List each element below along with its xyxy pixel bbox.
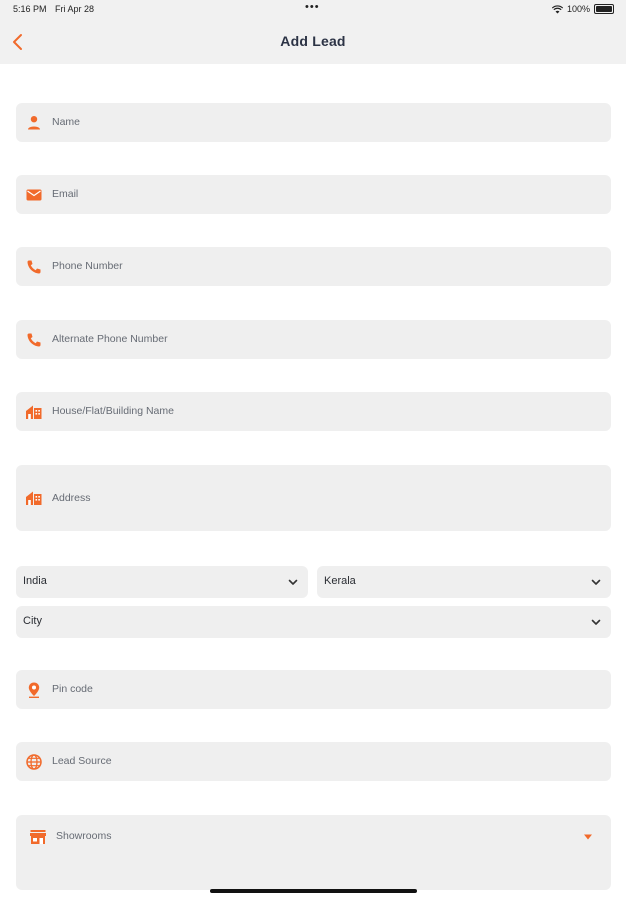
globe-icon — [25, 753, 43, 771]
city-value: City — [23, 615, 42, 627]
email-placeholder: Email — [52, 188, 79, 200]
state-value: Kerala — [324, 575, 356, 587]
alternate-phone-input[interactable] — [16, 320, 611, 359]
country-select[interactable] — [16, 566, 308, 598]
name-placeholder: Name — [52, 116, 81, 128]
pincode-placeholder: Pin code — [52, 683, 93, 695]
status-date: Fri Apr 28 — [55, 4, 95, 14]
battery-icon — [594, 4, 614, 14]
location-pin-icon — [25, 681, 43, 699]
showrooms-select[interactable] — [16, 815, 611, 890]
wifi-icon — [552, 5, 563, 14]
status-bar — [0, 0, 626, 20]
store-icon — [29, 828, 47, 846]
phone-placeholder: Phone Number — [52, 260, 123, 272]
address-placeholder: Address — [52, 492, 91, 504]
page-title: Add Lead — [280, 33, 346, 49]
chevron-down-icon — [589, 575, 603, 589]
home-indicator[interactable] — [210, 889, 417, 893]
chevron-down-icon — [286, 575, 300, 589]
building-icon — [25, 403, 43, 421]
multitasking-dots[interactable]: ••• — [305, 1, 320, 13]
city-select[interactable] — [16, 606, 611, 638]
nav-header — [0, 20, 626, 64]
chevron-down-icon — [589, 615, 603, 629]
showrooms-placeholder: Showrooms — [56, 830, 112, 842]
phone-icon — [25, 331, 43, 349]
address-textarea[interactable] — [16, 465, 611, 531]
alternate-phone-placeholder: Alternate Phone Number — [52, 333, 168, 345]
email-input[interactable] — [16, 175, 611, 214]
state-select[interactable] — [317, 566, 611, 598]
name-input[interactable] — [16, 103, 611, 142]
battery-percent: 100% — [566, 4, 590, 14]
pincode-input[interactable] — [16, 670, 611, 709]
lead-source-input[interactable] — [16, 742, 611, 781]
status-time: 5:16 PM — [13, 4, 47, 14]
house-name-placeholder: House/Flat/Building Name — [52, 405, 174, 417]
phone-icon — [25, 258, 43, 276]
caret-down-icon — [583, 833, 593, 841]
country-value: India — [23, 575, 47, 587]
phone-input[interactable] — [16, 247, 611, 286]
house-name-input[interactable] — [16, 392, 611, 431]
person-icon — [25, 114, 43, 132]
building-icon — [25, 489, 43, 507]
mail-icon — [25, 186, 43, 204]
lead-source-placeholder: Lead Source — [52, 755, 112, 767]
